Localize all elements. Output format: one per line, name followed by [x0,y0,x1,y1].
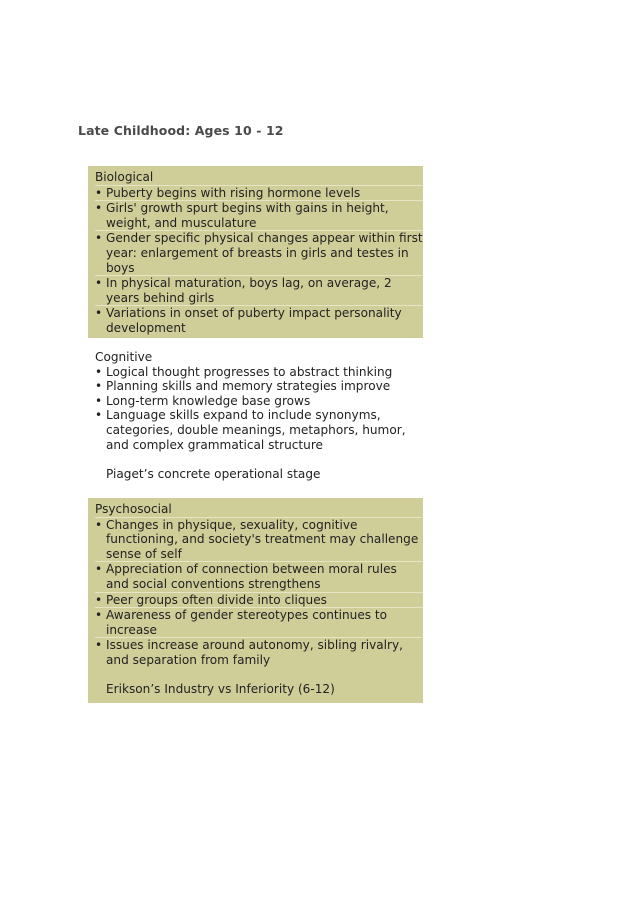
bullet-icon: • [95,592,103,607]
list-item: • Peer groups often divide into cliques [95,593,423,609]
bullet-list [95,365,423,453]
page-title: Late Childhood: Ages 10 - 12 [78,123,284,138]
bullet-list [95,518,423,668]
bullet-icon: • [95,517,103,532]
bullet-icon: • [95,364,103,379]
bullet-icon: • [95,638,103,653]
bullet-icon: • [95,201,103,216]
list-item: • Awareness of gender stereotypes continues to increase [95,608,423,638]
bullet-icon: • [95,306,103,321]
bullet-icon: • [95,379,103,394]
bullet-list [95,186,423,336]
list-item: • Girls' growth spurt begins with gains in height, weight, and musculature [95,201,423,231]
list-item: • Logical thought progresses to abstract thinking [95,364,393,379]
list-item: • In physical maturation, boys lag, on average, 2 years behind girls [95,276,423,306]
psychosocial-section [88,498,423,703]
bullet-icon: • [95,185,103,200]
list-item: • Issues increase around autonomy, sibling rivalry, and separation from family [95,638,403,667]
section-title: Cognitive [95,350,153,364]
list-item: • Changes in physique, sexuality, cognitive functioning, and society's treatment may challenge sense of self [95,518,423,563]
bullet-icon: • [95,231,103,246]
cognitive-section [88,346,423,483]
bullet-icon: • [95,276,103,291]
stage-note: Erikson’s Industry vs Inferiority (6-12) [106,682,335,697]
section-title: Psychosocial [95,502,423,518]
bullet-icon: • [95,408,103,423]
list-item: • Appreciation of connection between moral rules and social conventions strengthens [95,562,423,592]
list-item: • Planning skills and memory strategies improve [95,379,391,394]
list-item: • Gender specific physical changes appear within first year: enlargement of breasts in girls and testes in boys [95,231,423,275]
biological-section [88,166,423,338]
list-item: • Language skills expand to include synonyms, categories, double meanings, metaphors, humor, and complex grammatical structure [95,408,406,452]
list-item: • Long-term knowledge base grows [95,393,311,408]
bullet-icon: • [95,393,103,408]
section-title: Biological [95,170,423,186]
list-item: • Variations in onset of puberty impact personality development [95,306,402,335]
bullet-icon: • [95,562,103,577]
list-item: • Puberty begins with rising hormone levels [95,186,423,202]
bullet-icon: • [95,608,103,623]
stage-note: Piaget’s concrete operational stage [106,466,321,481]
